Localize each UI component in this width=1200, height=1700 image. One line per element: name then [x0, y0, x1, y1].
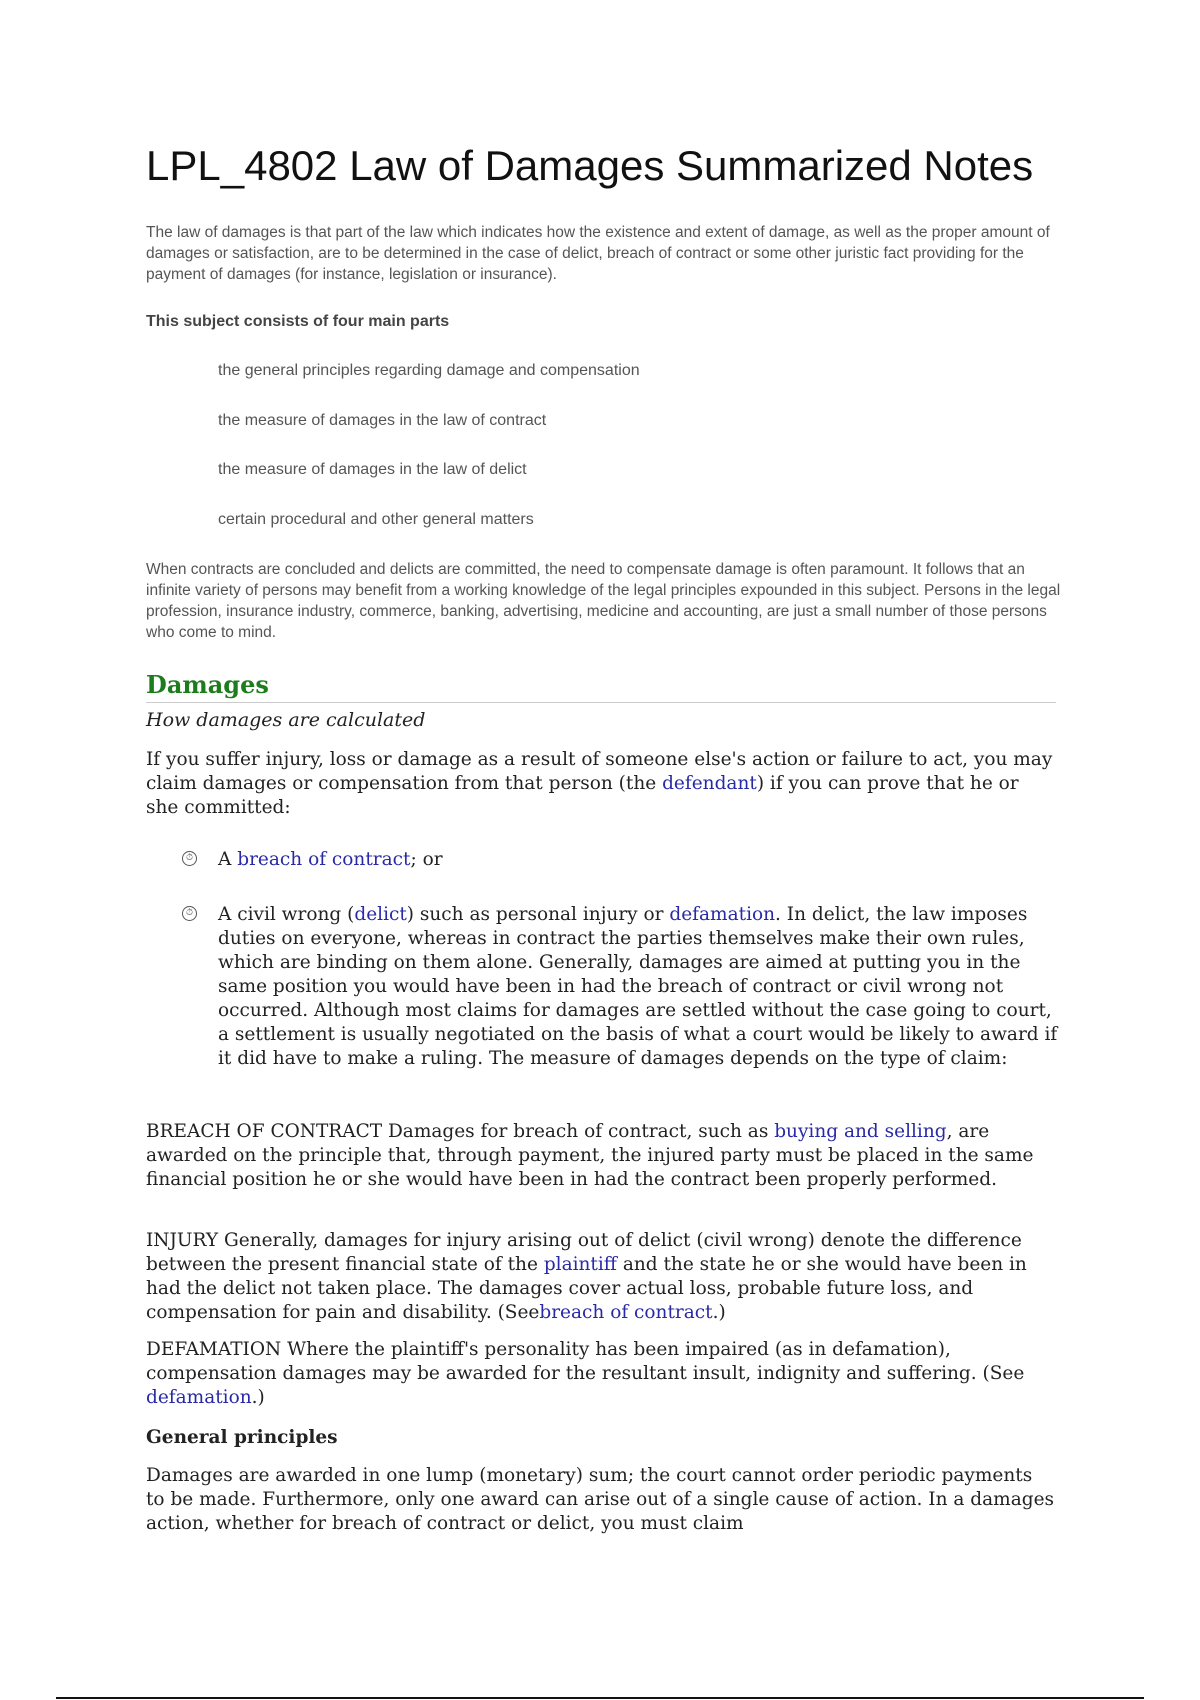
text-span: and the state he or she would have been in had the delict not taken place. The damages cover actual loss, probable future loss, and compensation for pain and disability. (See [146, 1254, 1027, 1323]
parts-heading: This subject consists of four main parts [146, 313, 450, 330]
text-span: A civil wrong ( [218, 904, 355, 925]
text-span: , are awarded on the principle that, through payment, the injured party must be placed in the same financial position he or she would have been in had the contract been properly performed. [146, 1121, 1034, 1190]
parts-item: the measure of damages in the law of delict [218, 461, 527, 478]
list-item [218, 848, 1058, 872]
clock-bullet-icon: ⏱ [182, 851, 197, 866]
audience-paragraph: When contracts are concluded and delicts are committed, the need to compensate damage is often paramount. It follows that an infinite variety of persons may benefit from a working knowledge of the legal principles expounded in this subject. Persons in the legal profession, insurance industry, commerce, banking, advertising, medicine and accounting, are just a small number of those persons who come to mind. [146, 561, 1061, 641]
breach-of-contract-paragraph [146, 1120, 1061, 1192]
link-defamation[interactable]: defamation [669, 904, 776, 925]
link-breach-of-contract[interactable]: breach of contract [237, 849, 411, 870]
injury-paragraph [146, 1229, 1061, 1325]
general-principles-heading: General principles [146, 1427, 338, 1448]
text-span: ; or [410, 849, 443, 870]
parts-item: the measure of damages in the law of contract [218, 412, 547, 429]
text-span: .) [251, 1387, 265, 1408]
text-span: INJURY Generally, damages for injury arising out of delict (civil wrong) denote the difference between the present financial state of the [146, 1230, 1022, 1275]
section-heading-damages: Damages [146, 670, 269, 699]
text-span: DEFAMATION Where the plaintiff's personality has been impaired (as in defamation), compensation damages may be awarded for the resultant insult, indignity and suffering. (See [146, 1339, 1025, 1384]
parts-item: certain procedural and other general matters [218, 511, 534, 528]
text-span: BREACH OF CONTRACT Damages for breach of contract, such as [146, 1121, 775, 1142]
text-span: If you suffer injury, loss or damage as a result of someone else's action or failure to act, you may claim damages or compensation from that person (the [146, 749, 1053, 794]
list-item [218, 903, 1068, 1071]
general-principles-paragraph: Damages are awarded in one lump (monetary) sum; the court cannot order periodic payments to be made. Furthermore, only one award can arise out of a single cause of action. In a damages action, whether for breach of contract or delict, you must claim [146, 1465, 1055, 1534]
section-subheading: How damages are calculated [146, 709, 426, 731]
section-divider [146, 702, 1056, 703]
link-delict[interactable]: delict [354, 904, 407, 925]
text-span: ) if you can prove that he or she committed: [146, 773, 1019, 818]
text-span: ) such as personal injury or [406, 904, 670, 925]
text-span: .) [712, 1302, 726, 1323]
footer-divider [56, 1697, 1144, 1699]
link-breach-of-contract[interactable]: breach of contract [539, 1302, 713, 1323]
clock-bullet-icon: ⏱ [182, 906, 197, 921]
link-defendant[interactable]: defendant [662, 773, 757, 794]
link-buying-and-selling[interactable]: buying and selling [774, 1121, 947, 1142]
link-plaintiff[interactable]: plaintiff [543, 1254, 617, 1275]
page-title: LPL_4802 Law of Damages Summarized Notes [146, 142, 1034, 189]
defamation-paragraph [146, 1338, 1061, 1410]
intro-paragraph: The law of damages is that part of the law which indicates how the existence and extent of damage, as well as the proper amount of damages or satisfaction, are to be determined in the case of delict, breach of contract or some other juristic fact providing for the payment of damages (for instance, legislation or insurance). [146, 224, 1050, 283]
text-span: . In delict, the law imposes duties on everyone, whereas in contract the parties themselves make their own rules, which are binding on them alone. Generally, damages are aimed at putting you in the same position you would have been in had the breach of contract or civil wrong not occurred. Although most claims for damages are settled without the case going to court, a settlement is usually negotiated on the basis of what a court would be likely to award if it did have to make a ruling. The measure of damages depends on the type of claim: [218, 904, 1058, 1069]
parts-item: the general principles regarding damage and compensation [218, 362, 640, 379]
damages-intro-paragraph [146, 748, 1056, 820]
link-defamation[interactable]: defamation [146, 1387, 252, 1408]
text-span: A [218, 849, 238, 870]
